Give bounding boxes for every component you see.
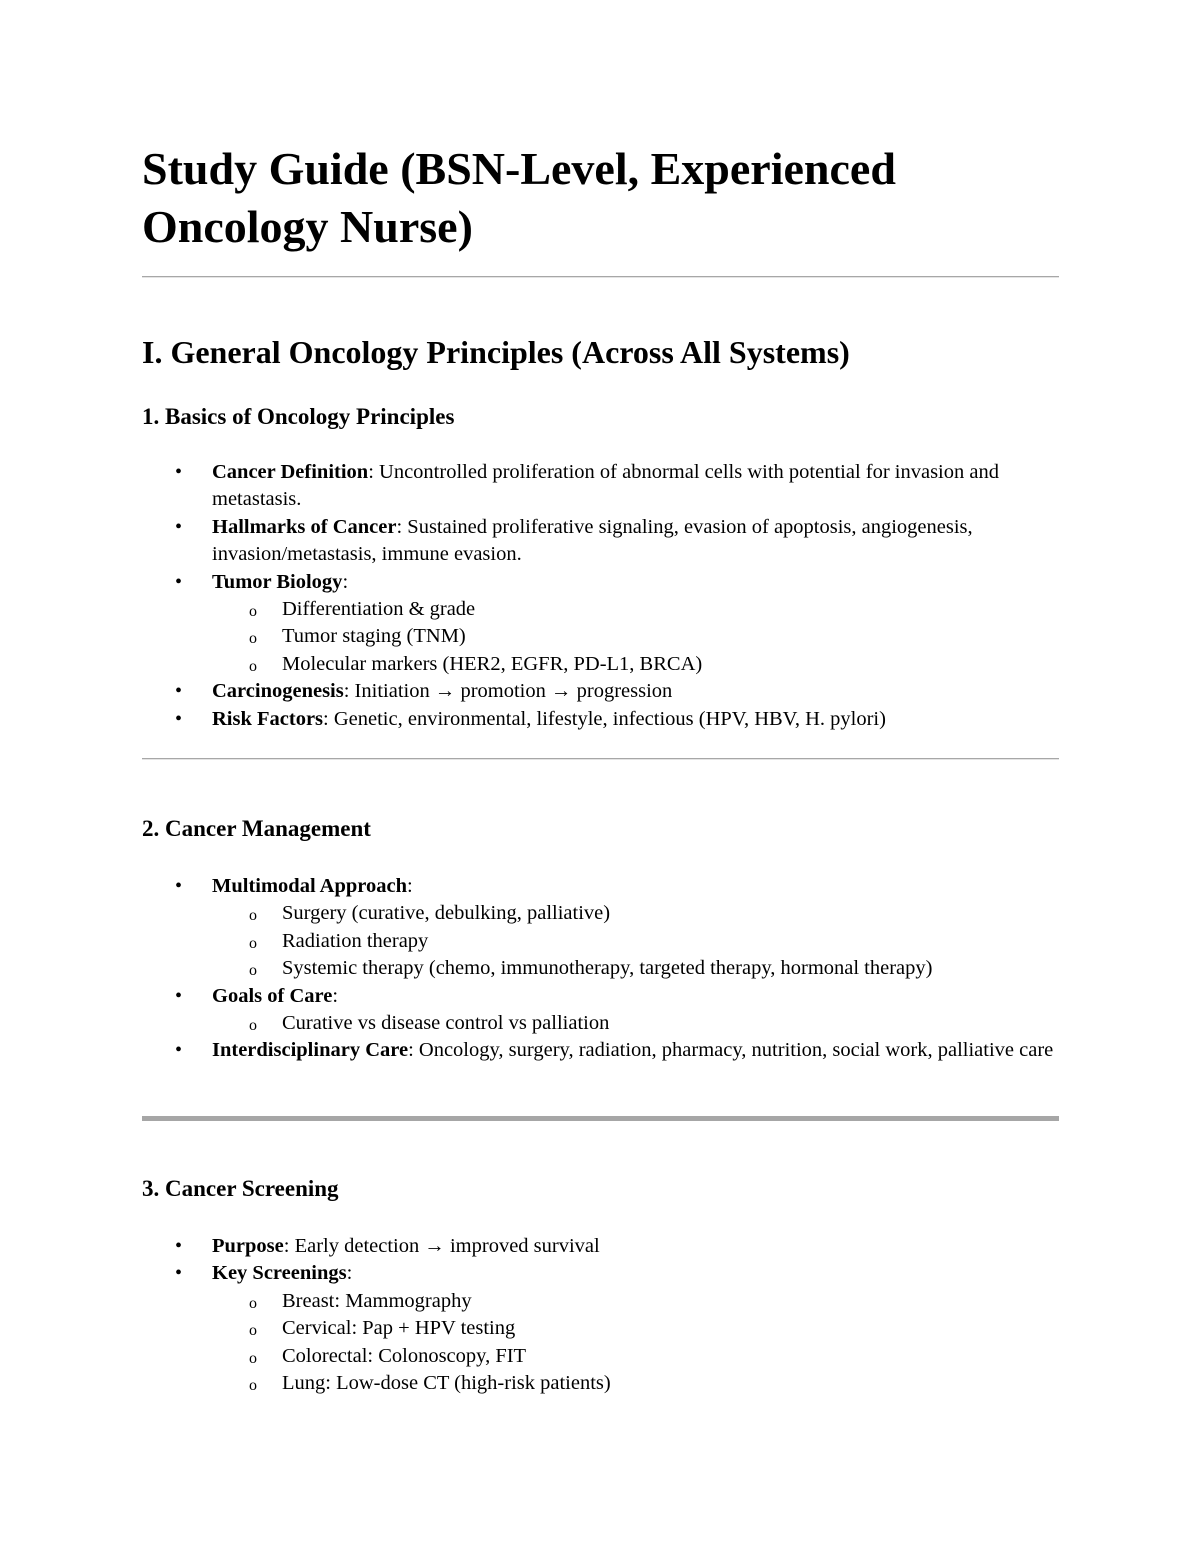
sub-list (212, 1288, 1062, 1398)
item-text: : (406, 875, 413, 897)
item-term: Multimodal Approach (212, 875, 407, 897)
sub-list-item: o Differentiation & grade (282, 596, 1062, 623)
item-term: Interdisciplinary Care (212, 1039, 409, 1062)
item-text: : Uncontrolled proliferation of abnormal cells with potential for invasion and metastasis. (212, 461, 999, 511)
list-item (212, 983, 1062, 1038)
list-item (212, 1037, 1062, 1064)
horizontal-rule (142, 276, 1059, 278)
item-text: : Initiation → promotion → progression (343, 680, 673, 703)
item-text: : Oncology, surgery, radiation, pharmacy, nutrition, social work, palliative care (408, 1039, 1054, 1062)
sub-list-item: o Systemic therapy (chemo, immunotherapy, targeted therapy, hormonal therapy) (282, 955, 1062, 982)
item-term: Carcinogenesis (212, 680, 344, 703)
sub-list-item: o Surgery (curative, debulking, palliative) (282, 900, 1062, 927)
list-item (212, 873, 1062, 983)
section-heading-general-principles: I. General Oncology Principles (Across All Systems) (142, 334, 850, 370)
sub-list-item: o Cervical: Pap + HPV testing (282, 1315, 1062, 1342)
sub-list (212, 1010, 1062, 1037)
item-term: Goals of Care (212, 984, 333, 1007)
item-text: : Sustained proliferative signaling, evasion of apoptosis, angiogenesis, invasion/metastasis, immune evasion. (212, 515, 973, 566)
horizontal-rule (142, 758, 1059, 760)
subsection-heading-management: 2. Cancer Management (142, 816, 371, 841)
item-term: Tumor Biology (212, 570, 343, 593)
item-term: Purpose (212, 1235, 284, 1257)
item-term: Cancer Definition (212, 461, 369, 483)
sub-list-item: o Curative vs disease control vs palliation (282, 1010, 1062, 1037)
sub-list (212, 900, 1062, 982)
horizontal-rule-thick (142, 1116, 1059, 1121)
sub-list-item: o Breast: Mammography (282, 1288, 1062, 1315)
item-term: Risk Factors (212, 707, 324, 730)
screening-list (212, 1233, 1062, 1397)
basics-list (212, 459, 1062, 733)
list-item (212, 706, 1062, 733)
sub-list-item: o Radiation therapy (282, 928, 1062, 955)
sub-list-item: o Tumor staging (TNM) (282, 623, 1062, 650)
list-item (212, 1233, 1062, 1260)
sub-list (212, 596, 1062, 678)
subsection-heading-basics: 1. Basics of Oncology Principles (142, 404, 455, 429)
sub-list-item: o Colorectal: Colonoscopy, FIT (282, 1343, 1062, 1370)
management-list (212, 873, 1062, 1065)
list-item (212, 459, 1062, 514)
item-text: : (342, 570, 349, 593)
list-item (212, 514, 1062, 569)
sub-list-item: o Lung: Low-dose CT (high-risk patients) (282, 1370, 1062, 1397)
item-text: : (346, 1262, 353, 1285)
item-term: Key Screenings (212, 1262, 347, 1285)
list-item (212, 569, 1062, 679)
document-title: Study Guide (BSN-Level, Experienced Oncology Nurse) (142, 143, 896, 252)
sub-list-item: o Molecular markers (HER2, EGFR, PD-L1, BRCA) (282, 651, 1062, 678)
item-text: : (332, 984, 339, 1007)
list-item (212, 1260, 1062, 1397)
subsection-heading-screening: 3. Cancer Screening (142, 1176, 339, 1201)
list-item (212, 678, 1062, 705)
item-text: : Early detection → improved survival (283, 1235, 600, 1257)
item-term: Hallmarks of Cancer (212, 515, 397, 538)
item-text: : Genetic, environmental, lifestyle, infectious (HPV, HBV, H. pylori) (323, 707, 886, 730)
